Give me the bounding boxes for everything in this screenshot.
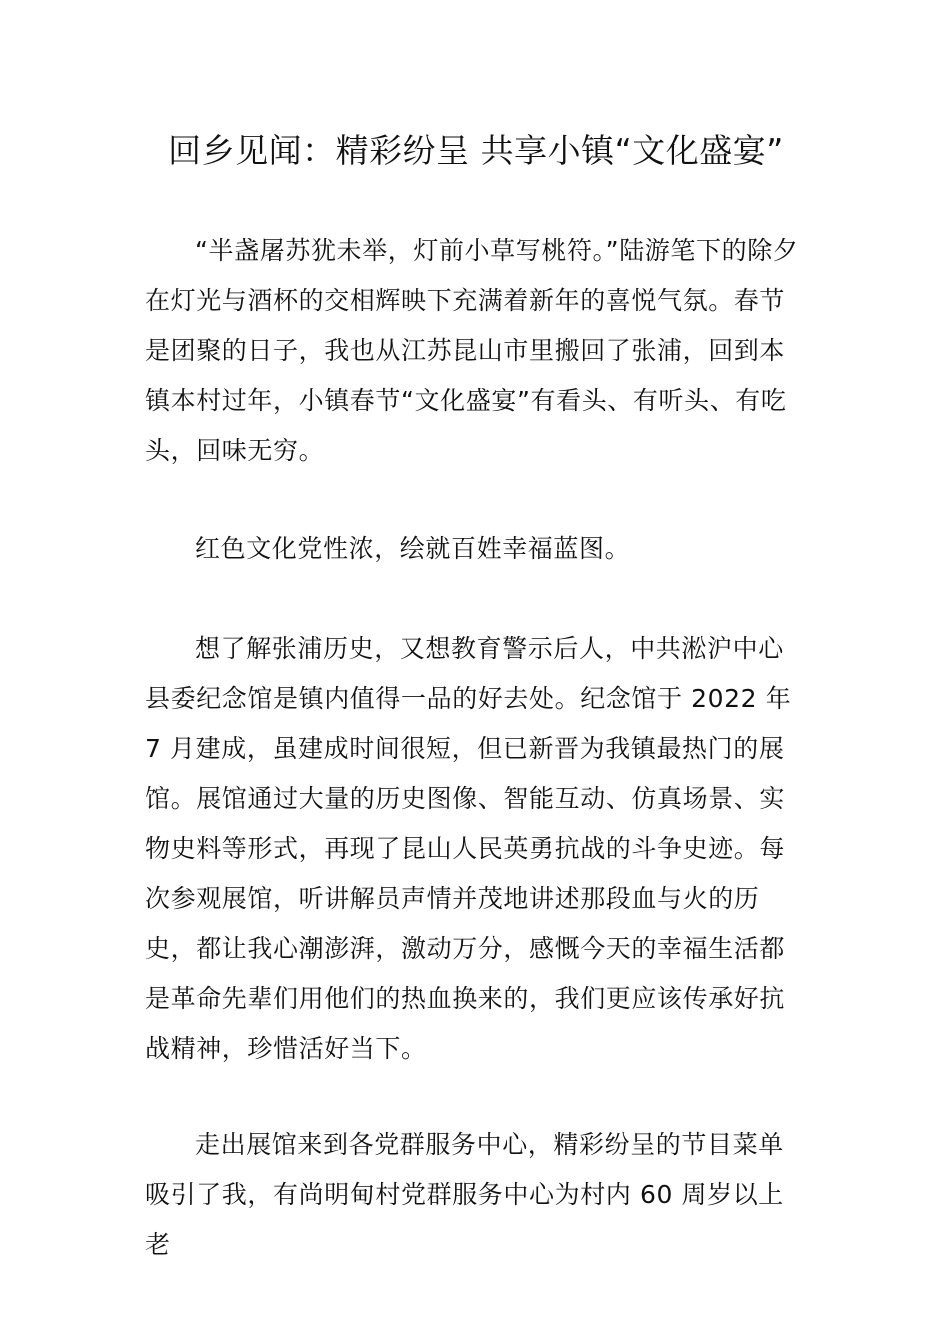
document-title: 回乡见闻：精彩纷呈 共享小镇“文化盛宴” xyxy=(168,131,784,170)
paragraph-intro: “半盏屠苏犹未举，灯前小草写桃符。”陆游笔下的除夕在灯光与酒杯的交相辉映下充满着新年的喜悦气氛。春节是团聚的日子，我也从江苏昆山市里搬回了张浦，回到本镇本村过年，小镇春节“文化盛宴”有看头、有听头、有吃头，回味无穷。 xyxy=(145,236,799,465)
paragraph-section-heading: 红色文化党性浓，绘就百姓幸福蓝图。 xyxy=(195,534,631,563)
paragraph-memorial-hall: 想了解张浦历史，又想教育警示后人，中共淞沪中心县委纪念馆是镇内值得一品的好去处。纪念馆于 2022 年 7 月建成，虽建成时间很短，但已新晋为我镇最热门的展馆。展馆通过大量的历史图像、智能互动、仿真场景、实物史料等形式，再现了昆山人民英勇抗战的斗争史迹。每次参观展馆，听讲解员声情并茂地讲述那段血与火的历史，都让我心潮澎湃，激动万分，感慨今天的幸福生活都是革命先辈们用他们的热血换来的，我们更应该传承好抗战精神，珍惜活好当下。 xyxy=(145,634,792,1063)
paragraph-service-center: 走出展馆来到各党群服务中心，精彩纷呈的节目菜单吸引了我，有尚明甸村党群服务中心为村内 60 周岁以上老 xyxy=(145,1130,784,1259)
